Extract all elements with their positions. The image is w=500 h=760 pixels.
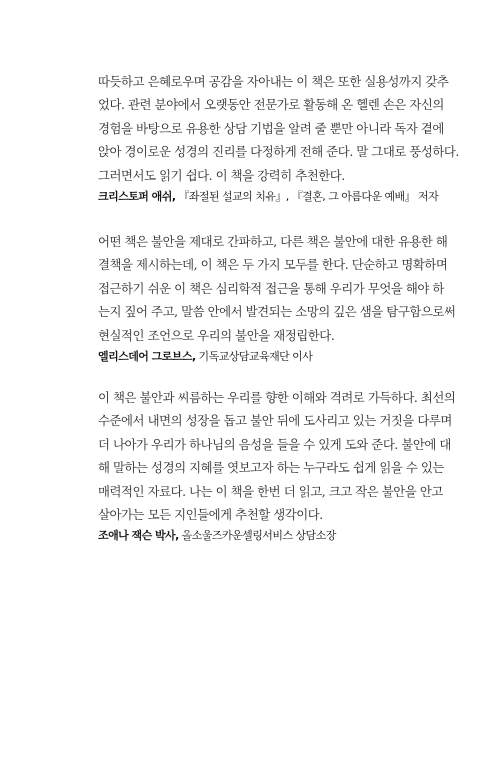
attribution-comma: ,: [191, 350, 196, 364]
endorsement-block: [98, 386, 456, 544]
text-line: 따듯하고 은혜로우며 공감을 자아내는 이 책은 또한 실용성까지 갖추: [98, 74, 449, 89]
text-line: 앉아 경이로운 성경의 진리를 다정하게 전해 준다. 말 그대로 풍성하다.: [98, 144, 459, 160]
endorsement-attribution: [98, 189, 438, 205]
text-line: 수준에서 내면의 성장을 돕고 불안 뒤에 도사리고 있는 거짓을 다루며: [98, 413, 452, 429]
text-line: 결책을 제시하는데, 이 책은 두 가지 모두를 한다. 단순하고 명확하며: [98, 257, 448, 273]
endorsement-text: [98, 386, 456, 526]
endorsement-text: [98, 230, 456, 347]
endorser-name: 조애나 잭슨 박사: [98, 529, 176, 543]
text-line: 는지 짚어 주고, 말씀 안에서 발견되는 소망의 깊은 샘을 탐구함으로써: [98, 304, 456, 320]
text-line: 살아가는 모든 지인들에게 추천할 생각이다.: [98, 507, 323, 523]
endorsement-attribution: [98, 349, 438, 365]
endorser-credit: 기독교상담교육재단 이사: [195, 350, 313, 364]
endorsement-block: [98, 70, 459, 205]
text-line: 매력적인 자료다. 나는 이 책을 한번 더 읽고, 크고 작은 불안을 안고: [98, 483, 443, 499]
text-line: 그러면서도 읽기 쉽다. 이 책을 강력히 추천한다.: [98, 167, 345, 183]
endorser-name: 크리스토퍼 애쉬: [98, 190, 172, 204]
attribution-comma: ,: [175, 529, 179, 543]
text-line: 더 나아가 우리가 하나님의 음성을 들을 수 있게 도와 준다. 불안에 대: [98, 436, 451, 452]
text-line: 현실적인 조언으로 우리의 불안을 재정립한다.: [98, 327, 335, 343]
text-line: 었다. 관련 분야에서 오랫동안 전문가로 활동해 온 헬렌 손은 자신의: [98, 97, 444, 113]
attribution-comma: ,: [171, 190, 176, 204]
endorser-credit: 『좌절된 설교의 치유』, 『결혼, 그 아름다운 예배』 저자: [175, 190, 439, 204]
text-line: 이 책은 불안과 씨름하는 우리를 향한 이해와 격려로 가득하다. 최선의: [98, 390, 456, 405]
endorsement-text: [98, 70, 459, 187]
text-line: 경험을 바탕으로 유용한 상담 기법을 알려 줄 뿐만 아니라 독자 곁에: [98, 120, 444, 136]
text-line: 해 말하는 성경의 지혜를 엿보고자 하는 누구라도 쉽게 읽을 수 있는: [98, 460, 444, 476]
endorser-name: 엘리스데어 그로브스: [98, 350, 192, 364]
text-line: 어떤 책은 불안을 제대로 간파하고, 다른 책은 불안에 대한 유용한 해: [98, 234, 448, 249]
endorsement-block: [98, 230, 456, 365]
text-line: 접근하기 쉬운 이 책은 심리학적 접근을 통해 우리가 무엇을 해야 하: [98, 280, 444, 296]
endorsement-attribution: [98, 528, 438, 544]
endorser-credit: 올소울즈카운셀링서비스 상담소장: [178, 529, 336, 543]
